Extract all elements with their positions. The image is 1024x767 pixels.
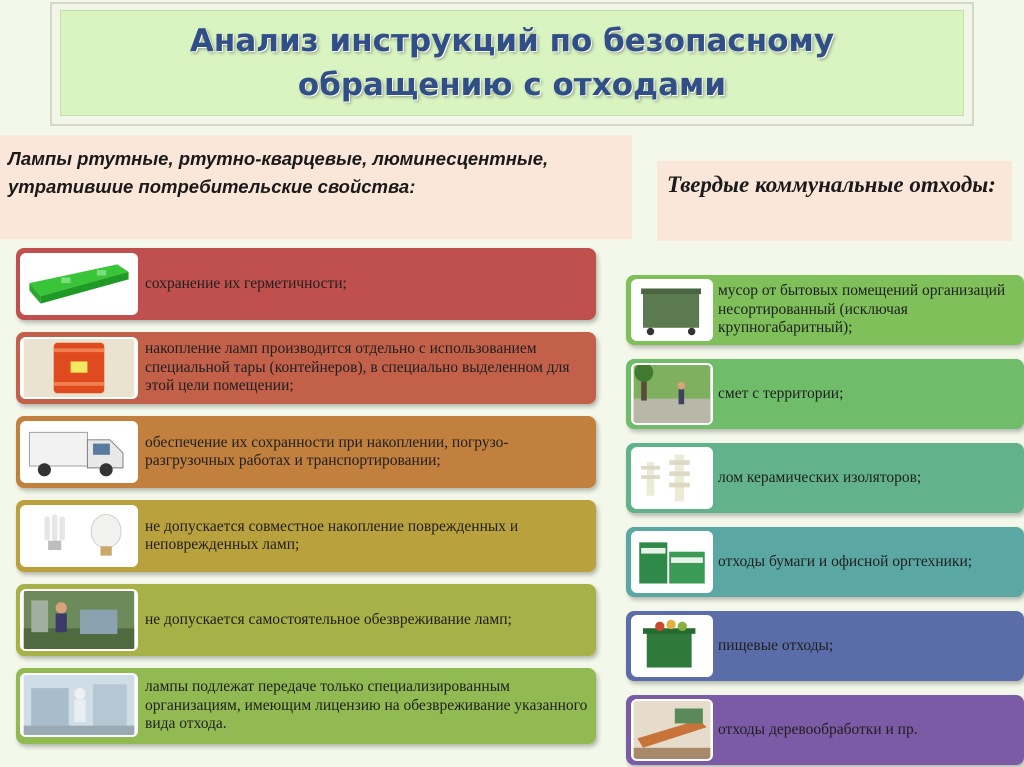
left-item-text: не допускается самостоятельное обезвреживание ламп;: [145, 610, 512, 628]
left-section-header: [0, 135, 632, 239]
left-item-text: не допускается совместное накопление поврежденных и неповрежденных ламп;: [145, 517, 519, 553]
right-item-text: отходы бумаги и офисной оргтехники;: [718, 552, 973, 570]
truck-image: [20, 421, 138, 483]
page-title: Анализ инструкций по безопасному обращению с отходами: [189, 23, 835, 103]
left-item-text: сохранение их герметичности;: [145, 274, 347, 292]
green-lamp-container-image: [20, 253, 138, 315]
ceramic-insulators-image: [631, 447, 713, 509]
workshop-worker-image: [20, 589, 138, 651]
right-item-row: [626, 695, 1024, 765]
waste-bin-image: [631, 279, 713, 341]
right-item-text: смет с территории;: [718, 384, 844, 402]
right-item-row: [626, 275, 1024, 345]
left-item-text: обеспечение их сохранности при накоплении, погрузо-разгрузочных работах и транспортировании;: [145, 433, 509, 469]
left-item-text: лампы подлежат передаче только специализированным организациям, имеющим лицензию на обезвреживание указанного вида отхода.: [145, 678, 588, 733]
left-item-row: [16, 248, 596, 320]
right-item-text: мусор от бытовых помещений организаций несортированный (исключая крупногабаритный);: [718, 282, 1006, 337]
woodworking-image: [631, 699, 713, 761]
food-waste-bin-image: [631, 615, 713, 677]
right-item-text: отходы деревообработки и пр.: [718, 720, 918, 738]
title-box: [60, 10, 964, 116]
left-item-row: [16, 500, 596, 572]
right-item-row: [626, 527, 1024, 597]
right-item-text: пищевые отходы;: [718, 636, 834, 654]
right-section-header-text: Твердые коммунальные отходы:: [667, 172, 996, 197]
right-section-header: [657, 161, 1012, 241]
right-item-text: лом керамических изоляторов;: [718, 468, 922, 486]
light-bulbs-image: [20, 505, 138, 567]
left-section-header-text: Лампы ртутные, ртутно-кварцевые, люминесцентные, утратившие потребительские свойства:: [8, 148, 549, 197]
left-item-row: [16, 668, 596, 744]
processing-plant-image: [20, 673, 138, 737]
right-item-row: [626, 443, 1024, 513]
left-item-row: [16, 332, 596, 404]
red-drum-container-image: [20, 337, 138, 399]
left-item-row: [16, 584, 596, 656]
left-item-text: накопление ламп производится отдельно с использованием специальной тары (контейнеров), в специально выделенном для этой цели помещении;: [145, 340, 570, 395]
right-item-row: [626, 611, 1024, 681]
paper-boxes-image: [631, 531, 713, 593]
street-sweeping-image: [631, 363, 713, 425]
right-item-row: [626, 359, 1024, 429]
left-item-row: [16, 416, 596, 488]
